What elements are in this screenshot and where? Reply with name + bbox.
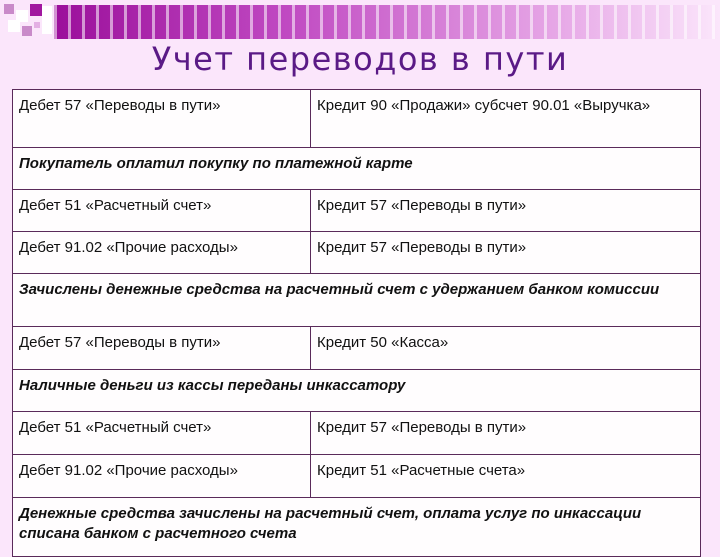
decor-square (8, 20, 20, 32)
debit-cell: Дебет 51 «Расчетный счет» (13, 190, 311, 232)
decor-stripes (54, 5, 720, 39)
credit-cell: Кредит 50 «Касса» (311, 327, 701, 370)
table-row (13, 455, 701, 498)
table-row (13, 232, 701, 274)
table-row (13, 370, 701, 412)
debit-cell: Дебет 91.02 «Прочие расходы» (13, 232, 311, 274)
operation-note: Покупатель оплатил покупку по платежной карте (13, 148, 701, 190)
credit-cell: Кредит 57 «Переводы в пути» (311, 190, 701, 232)
decor-square (4, 4, 14, 14)
debit-cell: Дебет 51 «Расчетный счет» (13, 412, 311, 455)
table-row (13, 327, 701, 370)
decor-square (34, 22, 40, 28)
page-title: Учет переводов в пути (151, 40, 569, 78)
operation-note: Наличные деньги из кассы переданы инкассатору (13, 370, 701, 412)
table-row (13, 412, 701, 455)
postings-table (12, 89, 701, 557)
credit-cell: Кредит 57 «Переводы в пути» (311, 232, 701, 274)
table-row (13, 274, 701, 327)
credit-cell: Кредит 90 «Продажи» субсчет 90.01 «Выручка» (311, 90, 701, 148)
decor-square (42, 6, 52, 34)
table-row (13, 498, 701, 557)
table-row (13, 90, 701, 148)
debit-cell: Дебет 57 «Переводы в пути» (13, 327, 311, 370)
debit-cell: Дебет 91.02 «Прочие расходы» (13, 455, 311, 498)
decor-square (30, 4, 42, 16)
table-row (13, 148, 701, 190)
credit-cell: Кредит 57 «Переводы в пути» (311, 412, 701, 455)
decor-square (22, 26, 32, 36)
debit-cell: Дебет 57 «Переводы в пути» (13, 90, 311, 148)
credit-cell: Кредит 51 «Расчетные счета» (311, 455, 701, 498)
operation-note: Зачислены денежные средства на расчетный счет с удержанием банком комиссии (13, 274, 701, 327)
operation-note: Денежные средства зачислены на расчетный счет, оплата услуг по инкассации списана банком с расчетного счета (13, 498, 701, 557)
table-row (13, 190, 701, 232)
